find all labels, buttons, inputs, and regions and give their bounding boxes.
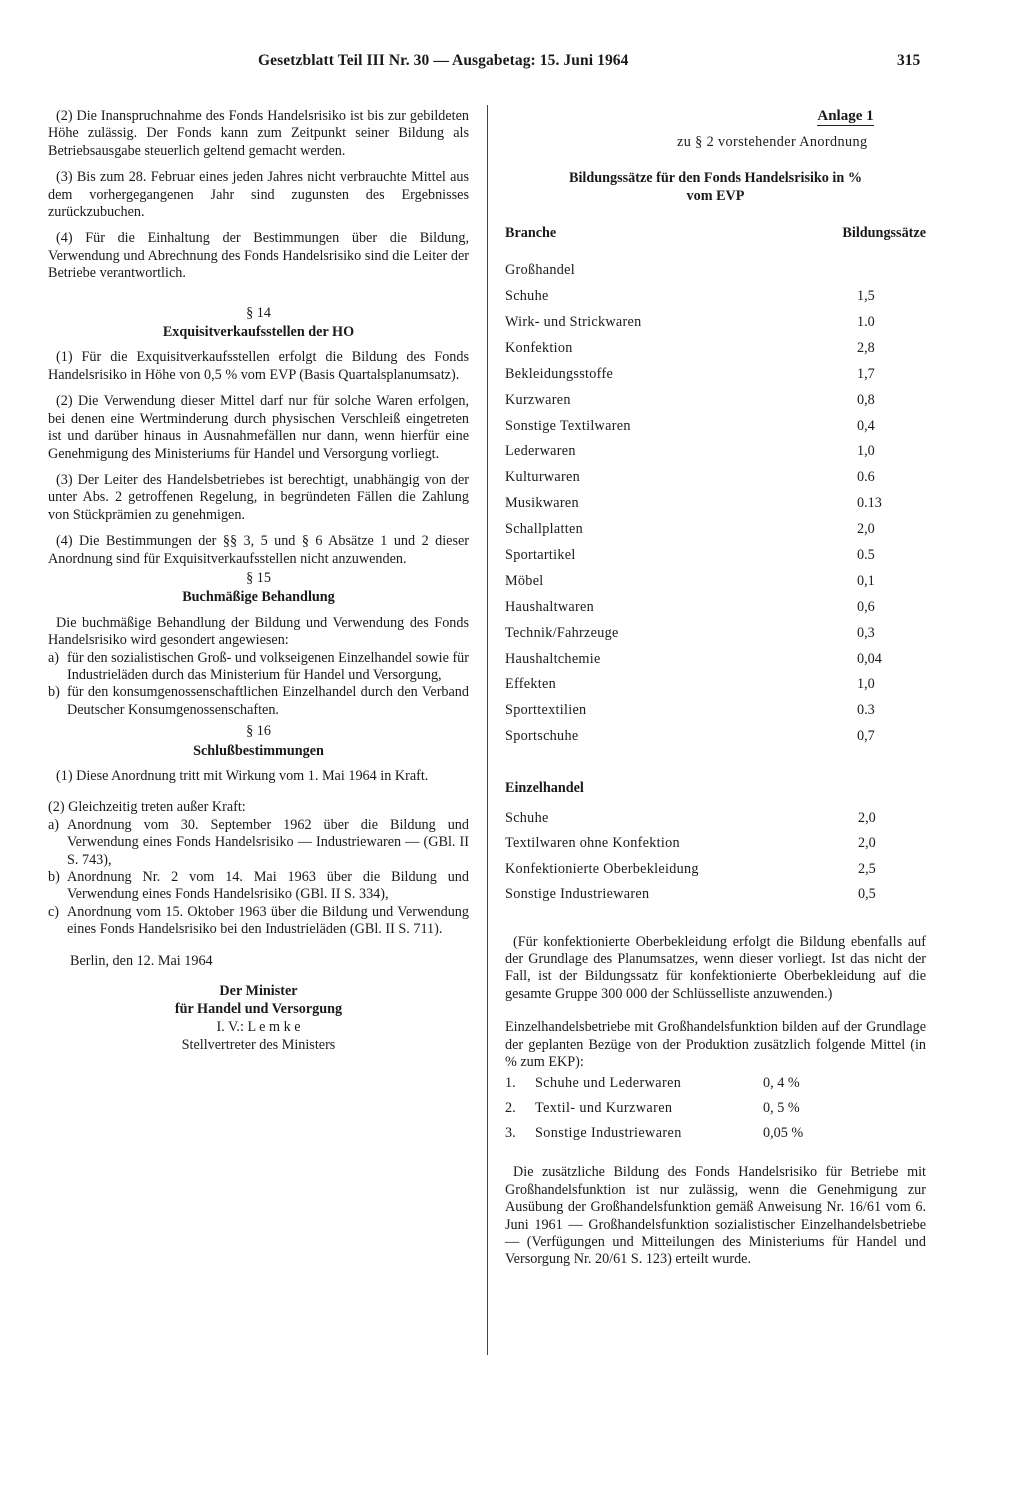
rate-value: 0,3 [857, 624, 875, 641]
section-heading: Exquisitverkaufsstellen der HO [162, 324, 355, 341]
branch-name: Sportschuhe [505, 728, 579, 745]
rate-value: 2,8 [857, 339, 875, 356]
section-heading: Buchmäßige Behandlung [182, 589, 335, 606]
rate-value: 1.0 [857, 314, 875, 330]
rate-value: 0.5 [857, 547, 875, 564]
table-row [505, 366, 926, 392]
rate-value: 0,7 [857, 728, 875, 745]
table-row [505, 599, 926, 625]
branch-name: Schallplatten [505, 521, 583, 538]
rate-value: 0,1 [857, 572, 875, 589]
column-header-saetze: Bildungssätze [842, 224, 926, 241]
list-text: Anordnung Nr. 2 vom 14. Mai 1963 über die Bildung und Verwendung eines Fonds Handelsrisiko (GBl. II S. 334), [67, 869, 469, 903]
rate-value: 2,5 [858, 860, 876, 877]
rate-value: 0,8 [857, 391, 875, 408]
list-text: Anordnung vom 15. Oktober 1963 über die Bildung und Verwendung eines Fonds Handelsrisiko bei den Industrieläden (GBl. II S. 711). [67, 903, 469, 938]
paragraph: (2) Die Verwendung dieser Mittel darf nur für solche Waren erfolgen, bei denen eine Wertminderung durch physischen Verschleiß eingetreten ist und darüber hinaus in Ausnahmefällen nur dann, wenn hierfür eine Genehmigung des Ministeriums für Handel und Versorgung vorliegt. [48, 393, 469, 462]
table-row [505, 886, 926, 912]
rate-value: 1,7 [857, 365, 875, 382]
signature-title: Der Minister [219, 983, 298, 1000]
item-percent: 0,05 % [763, 1125, 804, 1142]
list-label: c) [48, 903, 60, 920]
rate-value: 1,5 [857, 288, 875, 305]
item-number: 1. [505, 1075, 516, 1092]
surcharge-row [505, 1100, 926, 1125]
item-text: Schuhe und Lederwaren [535, 1075, 682, 1092]
table-row [505, 702, 926, 728]
annex-header [505, 108, 926, 126]
table-header [505, 225, 926, 242]
signature-role: Stellvertreter des Ministers [181, 1037, 336, 1054]
table-row [505, 495, 926, 521]
annex-subheader [505, 134, 926, 151]
branch-name: Effekten [505, 676, 556, 693]
paragraph: (3) Bis zum 28. Februar eines jeden Jahres nicht verbrauchte Mittel aus dem vorhergegangenen Jahr sind zugunsten des Ergebnisses zurückzubuchen. [48, 169, 469, 221]
table-row [505, 573, 926, 599]
branch-name: Konfektion [505, 339, 573, 356]
rate-value: 0,6 [857, 598, 875, 615]
annex-subtitle: zu § 2 vorstehender Anordnung [677, 134, 868, 151]
table-title [505, 169, 926, 205]
rate-value: 2,0 [858, 835, 876, 852]
branch-name: Lederwaren [505, 443, 576, 460]
list-item [48, 817, 469, 869]
table-title-line: vom EVP [686, 187, 745, 204]
table-row [505, 443, 926, 469]
branch-name: Wirk- und Strickwaren [505, 314, 642, 330]
table-row [505, 469, 926, 495]
table-row [505, 835, 926, 861]
item-number: 2. [505, 1100, 516, 1117]
table-row [505, 676, 926, 702]
paragraph: (3) Der Leiter des Handelsbetriebes ist berechtigt, unabhängig von der unter Abs. 2 getroffenen Regelung, in begründeten Fällen die Zahlung von Stückprämien zu genehmigen. [48, 471, 469, 523]
branch-name: Technik/Fahrzeuge [505, 624, 619, 641]
item-number: 3. [505, 1125, 516, 1142]
right-column [505, 108, 926, 1278]
table-row [505, 288, 926, 314]
branch-name: Kurzwaren [505, 391, 571, 408]
place-date: Berlin, den 12. Mai 1964 [70, 952, 213, 969]
item-text: Sonstige Industriewaren [535, 1125, 682, 1142]
list-text: für den konsumgenossenschaftlichen Einzelhandel durch den Verband Deutscher Konsumgenossenschaften. [67, 684, 469, 718]
list-item [48, 904, 469, 939]
table-row [505, 340, 926, 366]
list-label: a) [48, 816, 60, 833]
einzelhandel-heading: Einzelhandel [505, 780, 584, 797]
list-label: b) [48, 869, 60, 886]
table-row [505, 625, 926, 651]
paragraph: (4) Für die Einhaltung der Bestimmungen über die Bildung, Verwendung und Abrechnung des Fonds Handelsrisiko sind die Leiter der Betriebe verantwortlich. [48, 230, 469, 282]
table-row [505, 521, 926, 547]
branch-name: Sporttextilien [505, 702, 587, 719]
rate-value: 0.6 [857, 469, 875, 486]
list-label: b) [48, 684, 60, 701]
rate-value: 0.3 [857, 702, 875, 719]
einzelhandel-table [505, 810, 926, 912]
running-header: Gesetzblatt Teil III Nr. 30 — Ausgabetag: 15. Juni 1964 [258, 52, 629, 69]
left-column [48, 108, 469, 1054]
item-percent: 0, 4 % [763, 1075, 800, 1092]
branch-name: Schuhe [505, 809, 549, 826]
annex-title: Anlage 1 [817, 108, 873, 126]
list-label: a) [48, 649, 60, 666]
branch-name: Textilwaren ohne Konfektion [505, 835, 680, 852]
branch-name: Sonstige Textilwaren [505, 417, 631, 434]
branch-name: Sportartikel [505, 547, 576, 564]
branch-name: Kulturwaren [505, 469, 580, 486]
paragraph: Die buchmäßige Behandlung der Bildung und Verwendung des Fonds Handelsrisiko wird gesondert angewiesen: [48, 614, 469, 649]
branch-name: Großhandel [505, 262, 575, 279]
paragraph: (1) Diese Anordnung tritt mit Wirkung vom 1. Mai 1964 in Kraft. [56, 768, 429, 784]
paragraph: (Für konfektionierte Oberbekleidung erfolgt die Bildung ebenfalls auf der Grundlage des Planumsatzes, wenn dieser vorliegt. Ist das nicht der Fall, ist der Bildungssatz für konfektionierte Oberbekleidung auf die gesamte Gruppe 300 000 der Schlüsselliste anzuwenden.) [505, 933, 926, 1002]
branch-name: Schuhe [505, 288, 549, 305]
rate-value: 0,4 [857, 417, 875, 434]
branch-name: Haushaltwaren [505, 598, 594, 615]
table-row [505, 861, 926, 887]
list-item [48, 869, 469, 904]
paragraph: (2) Die Inanspruchnahme des Fonds Handelsrisiko ist bis zur gebildeten Höhe zulässig. Der Fonds kann zum Zeitpunkt seiner Bildung als Betriebsausgabe steuerlich geltend gemacht werden. [48, 108, 469, 159]
table-row [505, 651, 926, 677]
signature-name: I. V.: L e m k e [216, 1019, 301, 1036]
list-text: für den sozialistischen Groß- und volkseigenen Einzelhandel sowie für Industrieläden durch das Ministerium für Handel und Versorgung, [67, 649, 469, 683]
rate-value: 0,5 [858, 886, 876, 903]
paragraph: Die zusätzliche Bildung des Fonds Handelsrisiko für Betriebe mit Großhandelsfunktion ist nur zulässig, wenn die Genehmigung zur Ausübung der Großhandelsfunktion gemäß Anweisung Nr. 16/61 vom 6. Juni 1961 — Großhandelsfunktion sozialistischer Einzelhandelsbetriebe — (Verfügungen und Mitteilungen des Ministeriums für Handel und Versorgung Nr. 20/61 S. 123) erteilt wurde. [505, 1164, 926, 1268]
table-row [505, 262, 926, 288]
table-row [505, 392, 926, 418]
rate-value: 1,0 [857, 676, 875, 693]
grosshandel-table [505, 262, 926, 754]
branch-name: Konfektionierte Oberbekleidung [505, 860, 699, 877]
signature-ministry: für Handel und Versorgung [174, 1001, 343, 1018]
item-text: Textil- und Kurzwaren [535, 1100, 673, 1117]
page-number: 315 [897, 52, 921, 69]
table-row [505, 810, 926, 836]
surcharge-list [505, 1075, 926, 1150]
section-heading: Schlußbestimmungen [193, 742, 324, 759]
branch-name: Haushaltchemie [505, 650, 601, 667]
surcharge-row [505, 1125, 926, 1150]
paragraph: Einzelhandelsbetriebe mit Großhandelsfunktion bilden auf der Grundlage der geplanten Bezüge von der Produktion zusätzlich folgende Mittel (in % zum EKP): [505, 1019, 926, 1070]
list-item [48, 650, 469, 685]
branch-name: Sonstige Industriewaren [505, 886, 650, 903]
item-percent: 0, 5 % [763, 1100, 800, 1117]
rate-value: 0.13 [857, 495, 882, 512]
section-number: § 15 [246, 569, 271, 586]
list-item [48, 684, 469, 719]
paragraph: (1) Für die Exquisitverkaufsstellen erfolgt die Bildung des Fonds Handelsrisiko in Höhe von 0,5 % vom EVP (Basis Quartalsplanumsatz). [48, 349, 469, 383]
paragraph: (2) Gleichzeitig treten außer Kraft: [48, 799, 246, 816]
table-row [505, 314, 926, 340]
table-title-line: Bildungssätze für den Fonds Handelsrisiko in % [568, 169, 863, 186]
table-row [505, 547, 926, 573]
branch-name: Bekleidungsstoffe [505, 365, 614, 382]
branch-name: Möbel [505, 572, 544, 589]
rate-value: 2,0 [858, 809, 876, 826]
list-text: Anordnung vom 30. September 1962 über die Bildung und Verwendung eines Fonds Handelsrisiko — Industriewaren — (GBl. II S. 743), [67, 816, 469, 868]
section-number: § 14 [246, 304, 271, 321]
section-number: § 16 [246, 723, 271, 740]
table-row [505, 728, 926, 754]
rate-value: 1,0 [857, 443, 875, 460]
column-divider [487, 105, 488, 1355]
rate-value: 0,04 [857, 650, 882, 667]
branch-name: Musikwaren [505, 495, 579, 512]
rate-value: 2,0 [857, 521, 875, 538]
paragraph: (4) Die Bestimmungen der §§ 3, 5 und § 6 Absätze 1 und 2 dieser Anordnung sind für Exquisitverkaufsstellen nicht anzuwenden. [48, 533, 469, 567]
surcharge-row [505, 1075, 926, 1100]
column-header-branche: Branche [505, 224, 557, 241]
table-row [505, 418, 926, 444]
